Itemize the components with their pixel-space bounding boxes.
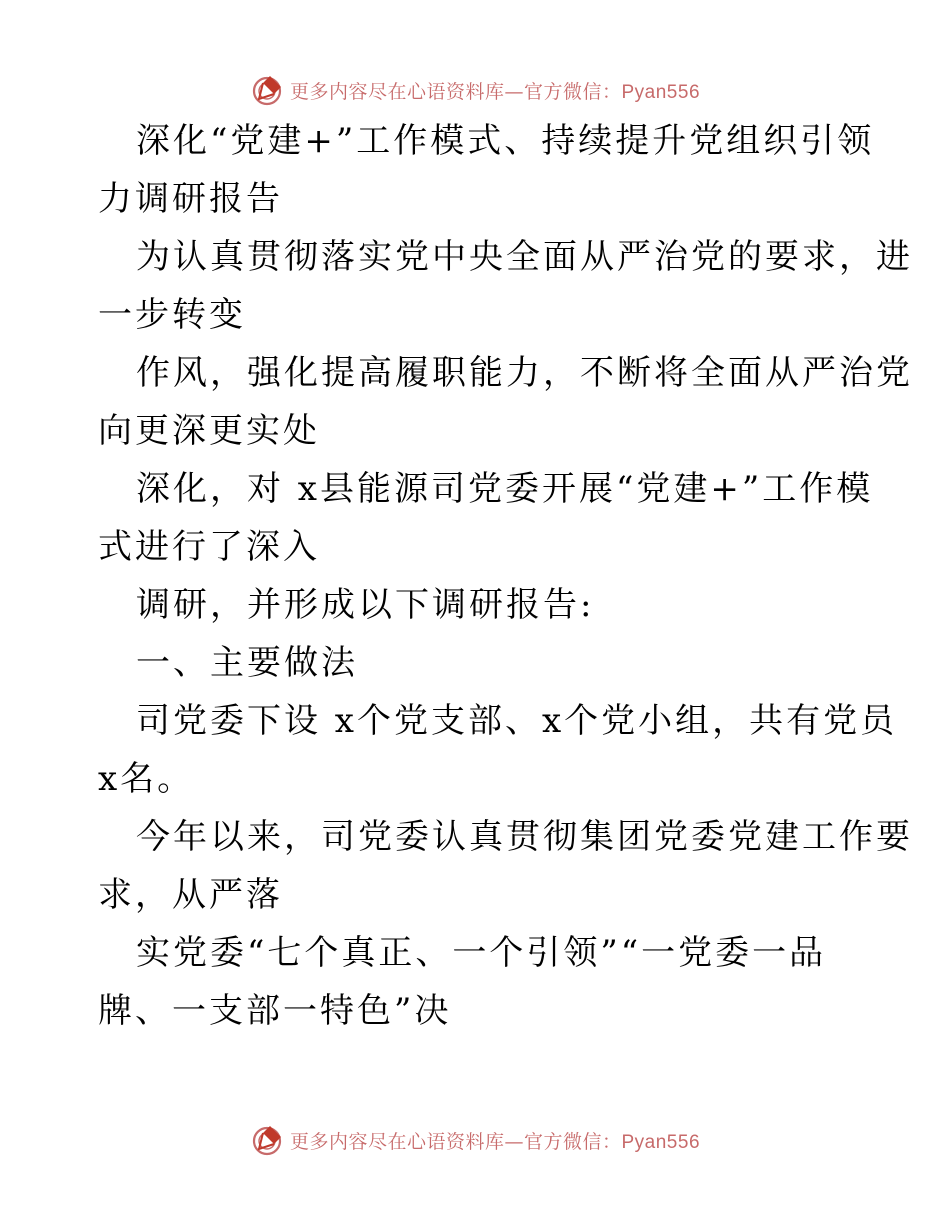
paragraph-line: 一、主要做法 — [136, 643, 358, 683]
paragraph — [98, 692, 898, 808]
paragraph-line: 式进行了深入 — [98, 527, 320, 567]
header-watermark-banner — [0, 70, 950, 110]
footer-wechat-id: Pyan556 — [621, 1131, 701, 1153]
paragraph-title — [98, 112, 875, 228]
paragraph-line: 为认真贯彻落实党中央全面从严治党的要求，进 — [136, 237, 913, 277]
paragraph-line: 牌、一支部一特色”决 — [98, 991, 452, 1031]
paragraph-line: 今年以来，司党委认真贯彻集团党委党建工作要 — [136, 817, 913, 857]
pen-logo-icon — [250, 1122, 286, 1158]
header-wechat-id: Pyan556 — [621, 81, 701, 103]
header-watermark-text: 更多内容尽在心语资料库—官方微信：Pyan556 — [289, 80, 701, 103]
pen-logo-icon — [250, 72, 286, 108]
paragraph-line: x名。 — [98, 759, 195, 799]
paragraph-line: 求，从严落 — [98, 875, 283, 915]
paragraph-line: 向更深更实处 — [98, 411, 320, 451]
paragraph — [98, 924, 858, 1040]
paragraph — [98, 228, 913, 344]
paragraph-line: 深化，对 x县能源司党委开展“党建+”工作模 — [136, 469, 874, 509]
paragraph-line: 实党委“七个真正、一个引领”“一党委一品 — [136, 933, 827, 973]
footer-watermark-banner — [0, 1120, 950, 1160]
section-heading — [98, 634, 858, 692]
paragraph-line: 深化“党建+”工作模式、持续提升党组织引领 — [136, 121, 875, 161]
paragraph — [98, 576, 858, 634]
paragraph-line: 调研，并形成以下调研报告: — [136, 585, 595, 625]
footer-watermark-text: 更多内容尽在心语资料库—官方微信：Pyan556 — [289, 1130, 701, 1153]
paragraph-line: 一步转变 — [98, 295, 246, 335]
paragraph-line: 力调研报告 — [98, 179, 283, 219]
document-body — [98, 112, 913, 1040]
paragraph-line: 作风，强化提高履职能力，不断将全面从严治党 — [136, 353, 913, 393]
paragraph — [98, 344, 913, 460]
paragraph-line: 司党委下设 x个党支部、x个党小组，共有党员 — [136, 701, 898, 741]
paragraph — [98, 460, 874, 576]
paragraph — [98, 808, 913, 924]
